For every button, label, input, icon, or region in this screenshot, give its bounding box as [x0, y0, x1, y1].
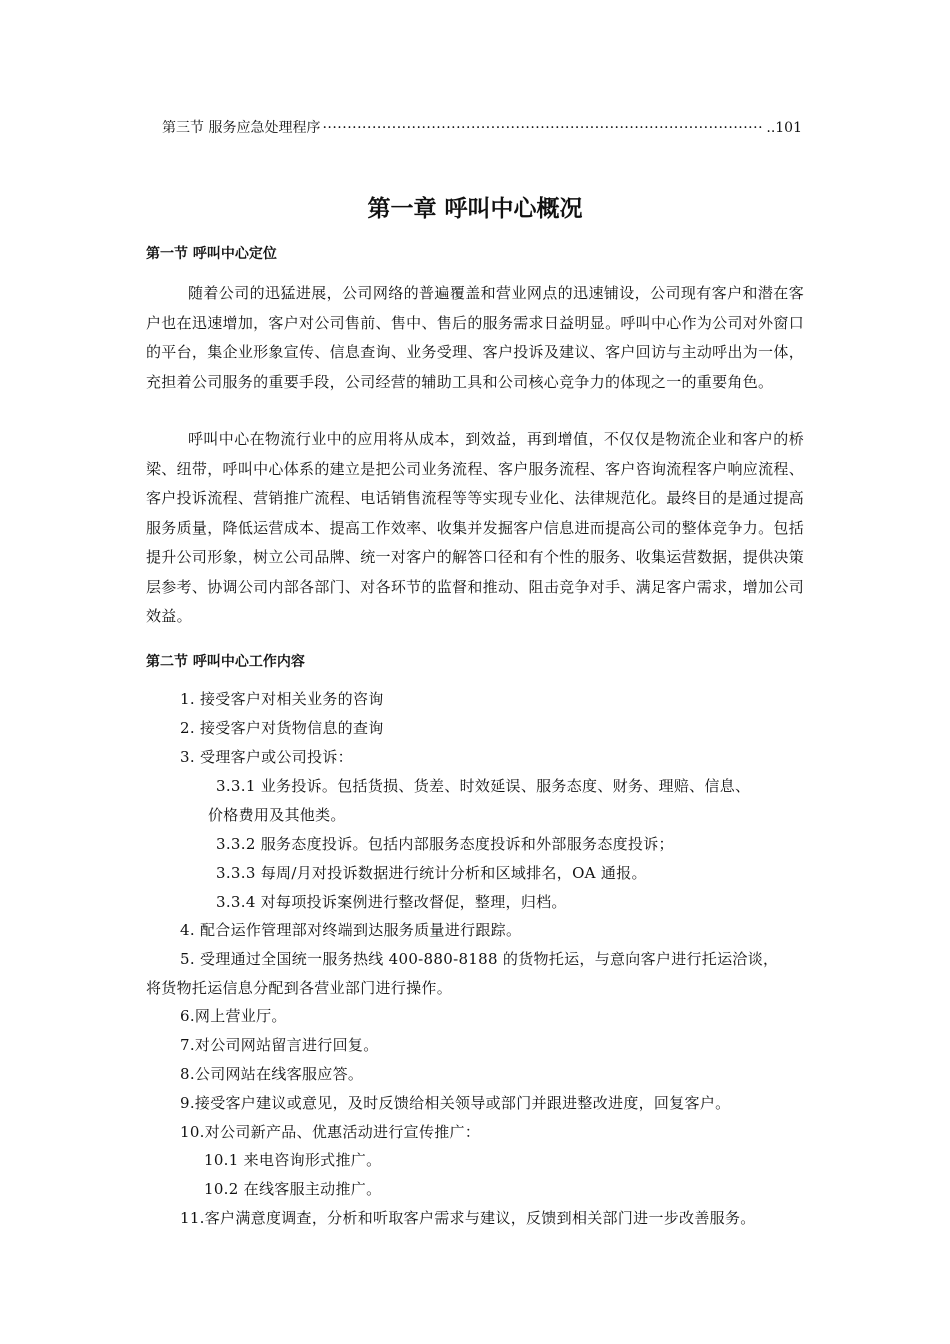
list-item: 1. 接受客户对相关业务的咨询 — [180, 690, 384, 708]
list-item: 11.客户满意度调查，分析和听取客户需求与建议，反馈到相关部门进一步改善服务。 — [180, 1209, 756, 1227]
section-1-paragraph-1: 随着公司的迅猛进展，公司网络的普遍覆盖和营业网点的迅速铺设，公司现有客户和潜在客户也在迅速增加，客户对公司售前、售中、售后的服务需求日益明显。呼叫中心作为公司对外窗口的平台，集企业形象宣传、信息查询、业务受理、客户投诉及建议、客户回访与主动呼出为一体，充担着公司服务的重要手段，公司经营的辅助工具和公司核心竞争力的体现之一的重要角色。 — [146, 284, 804, 391]
chapter-title: 第一章 呼叫中心概况 — [367, 196, 583, 222]
sub-list-item: 10.2 在线客服主动推广。 — [204, 1180, 382, 1198]
list-item: 9.接受客户建议或意见，及时反馈给相关领导或部门并跟进整改进度，回复客户。 — [180, 1094, 731, 1112]
sub-list-item: 3.3.4 对每项投诉案例进行整改督促，整理，归档。 — [216, 893, 567, 911]
sub-list-item: 10.1 来电咨询形式推广。 — [204, 1151, 382, 1169]
sub-list-item: 3.3.1 业务投诉。包括货损、货差、时效延误、服务态度、财务、理赔、信息、 — [216, 777, 751, 795]
list-item: 2. 接受客户对货物信息的查询 — [180, 719, 384, 737]
toc-entry[interactable] — [162, 117, 802, 137]
sub-list-item: 3.3.2 服务态度投诉。包括内部服务态度投诉和外部服务态度投诉； — [216, 835, 674, 853]
list-item: 7.对公司网站留言进行回复。 — [180, 1036, 379, 1054]
section-1-title: 第一节 呼叫中心定位 — [146, 246, 277, 262]
sub-list-item-continuation: 价格费用及其他类。 — [208, 806, 346, 824]
list-item: 6.网上营业厅。 — [180, 1007, 287, 1025]
toc-leader-dots — [322, 120, 764, 136]
list-item: 3. 受理客户或公司投诉： — [180, 748, 353, 766]
list-item: 10.对公司新产品、优惠活动进行宣传推广： — [180, 1123, 481, 1141]
list-item: 5. 受理通过全国统一服务热线 400-880-8188 的货物托运，与意向客户进行托运洽谈， — [180, 950, 779, 968]
section-2-title: 第二节 呼叫中心工作内容 — [146, 654, 305, 670]
list-item: 4. 配合运作管理部对终端到达服务质量进行跟踪。 — [180, 921, 522, 939]
toc-entry-title: 第三节 服务应急处理程序 — [162, 120, 321, 136]
toc-page-number: ..101 — [766, 120, 802, 136]
sub-list-item: 3.3.3 每周/月对投诉数据进行统计分析和区域排名，OA 通报。 — [216, 864, 647, 882]
list-item-continuation: 将货物托运信息分配到各营业部门进行操作。 — [146, 979, 453, 997]
list-item: 8.公司网站在线客服应答。 — [180, 1065, 364, 1083]
section-1-paragraph-2: 呼叫中心在物流行业中的应用将从成本，到效益，再到增值，不仅仅是物流企业和客户的桥梁、纽带，呼叫中心体系的建立是把公司业务流程、客户服务流程、客户咨询流程客户响应流程、客户投诉流程、营销推广流程、电话销售流程等等实现专业化、法律规范化。最终目的是通过提高服务质量，降低运营成本、提高工作效率、收集并发掘客户信息进而提高公司的整体竞争力。包括提升公司形象，树立公司品牌、统一对客户的解答口径和有个性的服务、收集运营数据，提供决策层参考、协调公司内部各部门、对各环节的监督和推动、阻击竞争对手、满足客户需求，增加公司效益。 — [146, 430, 804, 625]
